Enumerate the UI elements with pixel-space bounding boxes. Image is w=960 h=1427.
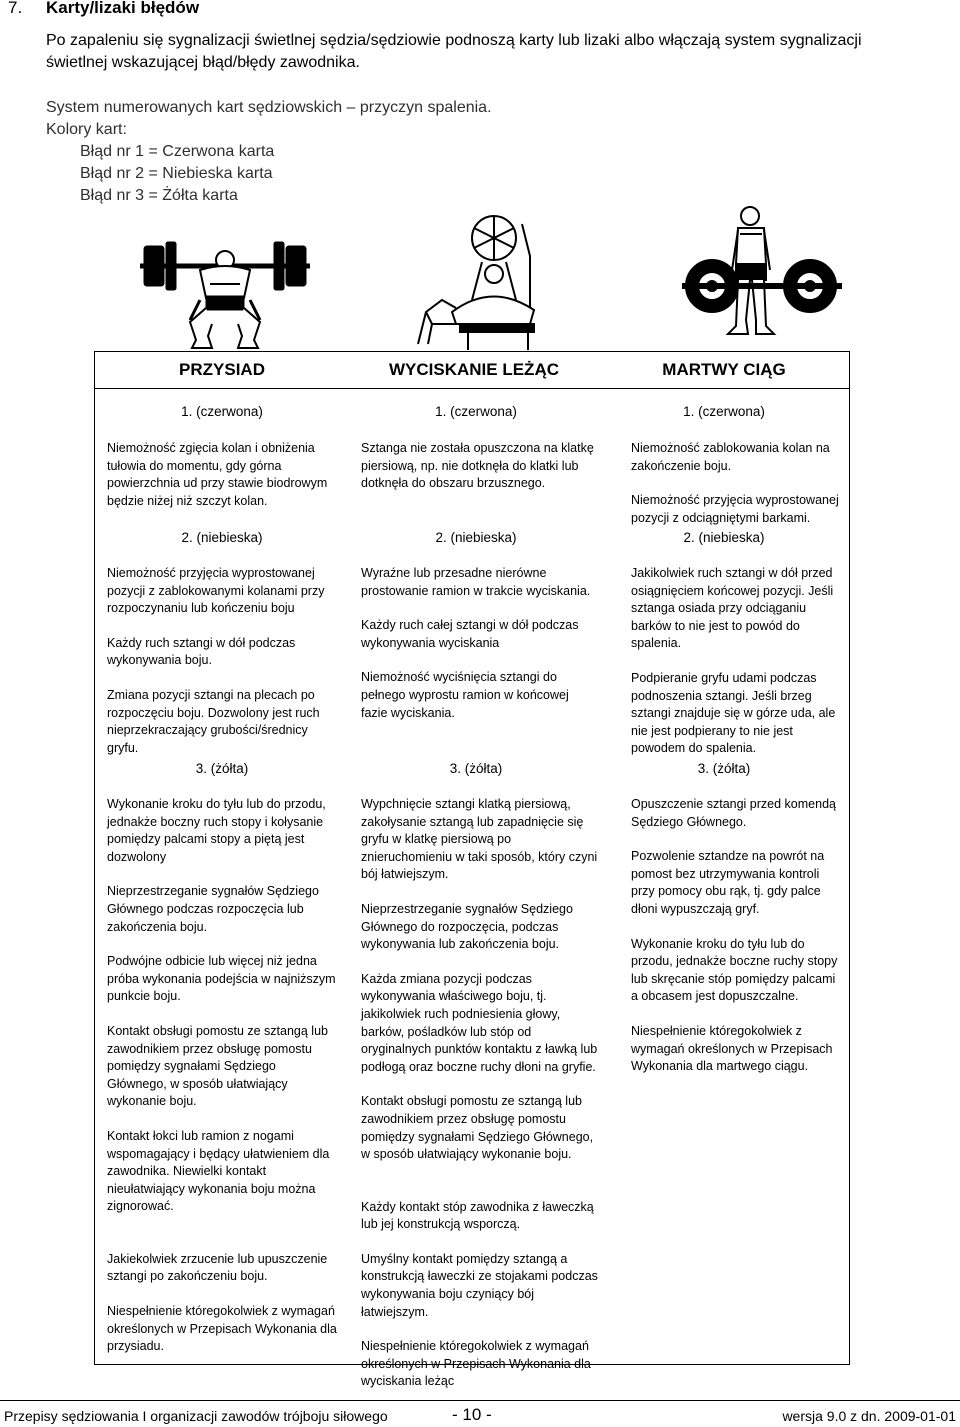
fault-item: Niespełnienie któregokolwiek z wymagań określonych w Przepisach Wykonania dla wyciskania leżąc [361,1339,591,1389]
deadlift-yellow-text [631,796,845,1093]
fault-item: Zmiana pozycji sztangi na plecach po rozpoczęciu boju. Dozwolony jest ruch nieprzekraczający grubości/średnicy gryfu. [107,687,320,755]
fault-item: Pozwolenie sztandze na powrót na pomost bez utrzymywania kontroli przy pomocy obu rąk, tj. gdy palce dłoni wypuszczają gryf. [631,849,825,916]
fault-item: Wyraźne lub przesadne nierówne prostowanie ramion w trakcie wyciskania. [361,566,591,598]
fault-item: Niemożność przyjęcia wyprostowanej pozycji z zablokowanymi kolanami przy rozpoczynaniu lub kończeniu boju [107,566,325,616]
header-divider [95,388,849,389]
faults-table [94,351,850,1389]
deadlift-blue-text [631,565,845,775]
intro-paragraph: Po zapaleniu się sygnalizacji świetlnej sędzia/sędziowie podnoszą karty lub lizaki albo włączają system sygnalizacji świetlnej wskazującej błąd/błędy zawodnika. [46,32,862,71]
bench-press-illustration [412,212,562,352]
card-system [46,97,492,207]
fault-item: Każdy ruch całej sztangi w dół podczas wykonywania wyciskania [361,618,579,650]
fault-item: Niemożność zablokowania kolan na zakończenie boju. [631,441,830,473]
card-colors-label: Kolory kart: [46,121,127,138]
fault-item: Niemożność zgięcia kolan i obniżenia tułowia do momentu, gdy górna powierzchnia ud przy stawie biodrowym będzie niżej niż szczyt kolan. [107,441,328,508]
bench-red-label: 1. (czerwona) [435,404,517,419]
fault-item: Kontakt obsługi pomostu ze sztangą lub zawodnikiem przez obsługę pomostu pomiędzy sygnałami Sędziego Głównego, w sposób ułatwiający wykonanie boju. [107,1023,328,1109]
bench-yellow-label: 3. (żółta) [449,761,503,776]
fault-item: Kontakt obsługi pomostu ze sztangą lub zawodnikiem przez obsługę pomostu pomiędzy sygnałami Sędziego Głównego, w sposób ułatwiający wykonanie boju. [361,1094,594,1162]
fault-item: Każda zmiana pozycji podczas wykonywania właściwego boju, tj. jakikolwiek ruch podniesienia głowy, barków, pośladków lub stóp od oryginalnych punktów kontaktu z ławką lub podłogą oraz boczne ruchy dłoni na gryfie. [361,971,598,1074]
bench-blue-label: 2. (niebieska) [435,530,517,545]
header-deadlift: MARTWY CIĄG [662,360,786,379]
section-number: 7. [8,0,23,17]
squat-blue-label: 2. (niebieska) [181,530,263,545]
header-bench: WYCISKANIE LEŻĄC [389,360,559,379]
section-title: Karty/lizaki błędów [46,0,200,17]
header-squat: PRZYSIAD [179,360,265,379]
squat-yellow-label: 3. (żółta) [195,761,249,776]
footer-document-title: Przepisy sędziowania I organizacji zawodów trójboju siłowego [4,1408,388,1424]
fault-item: Niemożność przyjęcia wyprostowanej pozycji z odciągniętymi barkami. [631,493,839,525]
fault-item: Niespełnienie któregokolwiek z wymagań określonych w Przepisach Wykonania dla martwego ciągu. [631,1023,833,1074]
squat-illustration [140,240,310,352]
bench-blue-text [361,565,597,739]
squat-red-text [107,440,339,527]
card-red: Błąd nr 1 = Czerwona karta [80,143,275,160]
fault-item: Każdy ruch sztangi w dół podczas wykonywania boju. [107,635,296,668]
squat-red-label: 1. (czerwona) [181,404,263,419]
footer-version: wersja 9.0 z dn. 2009-01-01 [782,1408,956,1424]
deadlift-red-text [631,440,841,544]
footer-divider [0,1400,960,1401]
deadlift-blue-label: 2. (niebieska) [683,530,765,545]
fault-item: Każdy kontakt stóp zawodnika z ławeczką lub jej konstrukcją wsporczą. [361,1199,594,1232]
fault-item: Kontakt łokci lub ramion z nogami wspomagający i będący ułatwieniem dla zawodnika. Niewielki kontakt nieułatwiający wykonania boju można zignorować. [107,1128,330,1214]
fault-item: Niemożność wyciśnięcia sztangi do pełnego wyprostu ramion w końcowej fazie wyciskania. [361,670,569,720]
fault-item: Umyślny kontakt pomiędzy sztangą a konstrukcją ławeczki ze stojakami podczas wykonywania boju czyniący bój łatwiejszym. [361,1251,598,1319]
fault-item: Opuszczenie sztangi przed komendą Sędziego Głównego. [631,797,836,829]
fault-item: Wypchnięcie sztangi klatką piersiową, zakołysanie sztangą lub zapadnięcie się gryfu w klatkę piersiową po znieruchomieniu w taki sposób, który czyni bój łatwiejszym. [361,797,598,882]
fault-item: Podpieranie gryfu udami podczas podnoszenia sztangi. Jeśli brzeg sztangi znajduje się w górze uda, ale nie jest podpierany to nie jest powodem do spalenia. [631,670,836,756]
card-yellow: Błąd nr 3 = Żółta karta [80,187,238,204]
fault-item: Nieprzestrzeganie sygnałów Sędziego Głównego do rozpoczęcia, podczas wykonywania lub zakończenia boju. [361,901,573,952]
fault-item: Nieprzestrzeganie sygnałów Sędziego Głównego podczas rozpoczęcia lub zakończenia boju. [107,884,319,934]
card-system-title: System numerowanych kart sędziowskich – przyczyn spalenia. [46,99,492,116]
section-heading [8,0,199,18]
fault-item: Wykonanie kroku do tyłu lub do przodu, jednakże boczne ruchy stopy lub skręcanie stóp pomiędzy palcami a obcasem jest dopuszczalne. [631,936,838,1004]
fault-item: Podwójne odbicie lub więcej niż jedna próba wykonania podejścia w najniższym punkcie boju. [107,954,336,1004]
fault-item: Jakikolwiek ruch sztangi w dół przed osiągnięciem końcowej pozycji. Jeśli sztanga osiada przy odciąganiu barków to nie jest to powód do spalenia. [631,566,834,651]
fault-item: Wykonanie kroku do tyłu lub do przodu, jednakże boczny ruch stopy i kołysanie pomiędzy palcami stopy a piętą jest dozwolony [107,797,326,864]
card-blue: Błąd nr 2 = Niebieska karta [80,165,273,182]
deadlift-yellow-label: 3. (żółta) [697,761,751,776]
fault-item: Jakiekolwiek zrzucenie lub upuszczenie sztangi po zakończeniu boju. [107,1251,328,1284]
fault-item: Sztanga nie została opuszczona na klatkę piersiową, np. nie dotknęła do klatki lub dotknęła do obszaru brzusznego. [361,441,594,491]
page-number: - 10 - [452,1405,492,1424]
bench-yellow-text [361,796,601,1408]
fault-item: Niespełnienie któregokolwiek z wymagań określonych w Przepisach Wykonania dla przysiadu. [107,1304,337,1354]
bench-red-text [361,440,597,510]
deadlift-illustration [682,200,842,340]
lift-illustrations [0,200,960,352]
squat-blue-text [107,565,339,774]
squat-yellow-text [107,796,339,1373]
deadlift-red-label: 1. (czerwona) [683,404,765,419]
